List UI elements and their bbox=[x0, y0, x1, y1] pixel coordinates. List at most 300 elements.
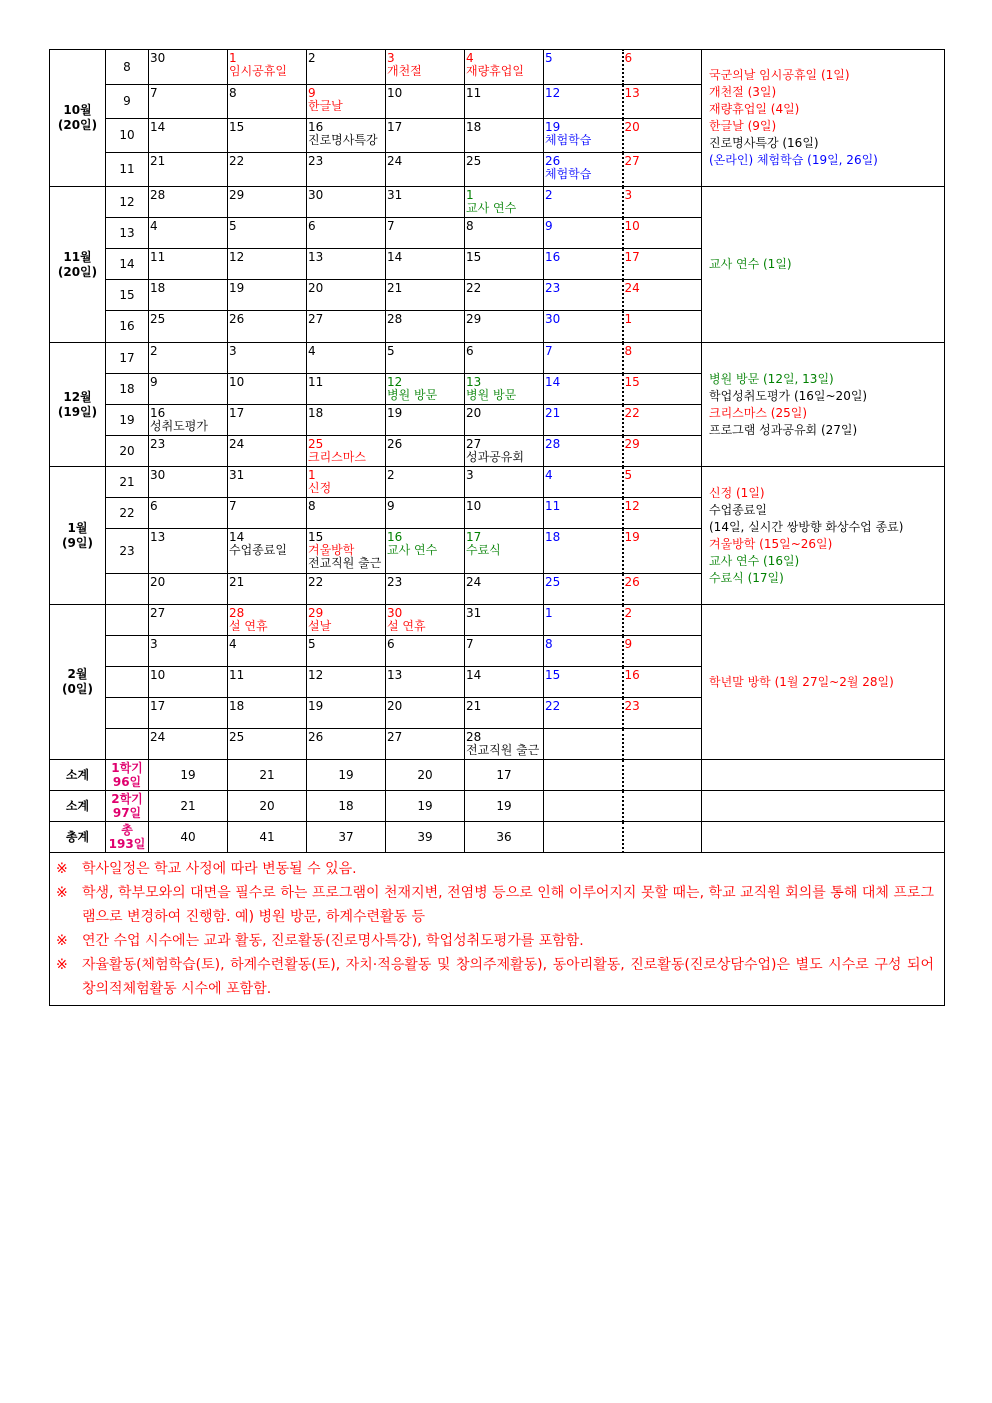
day-number: 13 bbox=[466, 375, 482, 389]
day-number: 15 bbox=[308, 530, 324, 544]
day-cell bbox=[228, 343, 307, 374]
day-number: 30 bbox=[150, 51, 166, 65]
day-cell bbox=[386, 729, 465, 760]
note-line: 병원 방문 (12일, 13일) bbox=[709, 371, 834, 386]
day-cell bbox=[544, 436, 623, 467]
day-cell bbox=[544, 187, 623, 218]
weekday-count: 19 bbox=[386, 791, 465, 822]
footnote-mark: ※ bbox=[56, 861, 68, 877]
week-number: 20 bbox=[106, 436, 149, 467]
day-number: 29 bbox=[308, 606, 324, 620]
day-cell bbox=[544, 498, 623, 529]
day-cell bbox=[149, 119, 228, 153]
day-cell bbox=[228, 249, 307, 280]
semester-name: 1학기 bbox=[111, 761, 143, 775]
note-line: 재량휴업일 (4일) bbox=[709, 102, 800, 116]
day-number: 19 bbox=[387, 406, 403, 420]
weekday-count: 17 bbox=[465, 760, 544, 791]
day-number: 10 bbox=[466, 499, 482, 513]
day-cell bbox=[149, 50, 228, 85]
day-cell bbox=[228, 374, 307, 405]
day-number: 4 bbox=[308, 344, 316, 358]
day-number: 26 bbox=[545, 154, 561, 168]
day-cell bbox=[307, 311, 386, 343]
day-cell bbox=[307, 343, 386, 374]
day-cell bbox=[386, 218, 465, 249]
day-cell bbox=[307, 574, 386, 605]
summary-row bbox=[50, 791, 945, 822]
day-cell bbox=[228, 729, 307, 760]
month-day-count: (20일) bbox=[57, 264, 98, 279]
day-number: 31 bbox=[466, 606, 482, 620]
weekday-count: 41 bbox=[228, 822, 307, 853]
month-name: 10월 bbox=[63, 103, 92, 117]
day-cell bbox=[307, 374, 386, 405]
month-notes bbox=[702, 343, 945, 467]
day-number: 26 bbox=[624, 575, 640, 589]
day-cell bbox=[149, 280, 228, 311]
day-number: 5 bbox=[624, 468, 633, 482]
day-cell bbox=[623, 374, 702, 405]
day-cell bbox=[149, 218, 228, 249]
day-cell bbox=[386, 605, 465, 636]
day-cell bbox=[623, 50, 702, 85]
semester-days bbox=[106, 791, 149, 822]
empty-cell bbox=[623, 760, 702, 791]
weekday-count: 40 bbox=[149, 822, 228, 853]
day-cell bbox=[386, 85, 465, 119]
day-number: 3 bbox=[466, 468, 474, 482]
weekday-count: 20 bbox=[228, 791, 307, 822]
day-cell bbox=[623, 436, 702, 467]
day-cell bbox=[623, 85, 702, 119]
day-cell bbox=[228, 605, 307, 636]
day-number: 12 bbox=[387, 375, 403, 389]
weekday-count: 21 bbox=[149, 791, 228, 822]
day-number: 5 bbox=[308, 637, 316, 651]
day-number: 2 bbox=[308, 51, 316, 65]
week-number: 17 bbox=[106, 343, 149, 374]
day-cell bbox=[149, 498, 228, 529]
day-number: 21 bbox=[387, 281, 403, 295]
day-number: 26 bbox=[308, 730, 324, 744]
day-cell bbox=[228, 119, 307, 153]
day-number: 22 bbox=[229, 154, 245, 168]
day-cell bbox=[228, 311, 307, 343]
day-event: 병원 방문 bbox=[387, 388, 438, 402]
day-number: 12 bbox=[545, 86, 561, 100]
day-cell bbox=[465, 153, 544, 187]
semester-days bbox=[106, 822, 149, 853]
summary-label: 총계 bbox=[50, 822, 106, 853]
empty-cell bbox=[544, 791, 623, 822]
footnotes bbox=[50, 853, 945, 1006]
academic-calendar-table bbox=[49, 49, 945, 1006]
note-line: 수료식 (17일) bbox=[709, 570, 784, 585]
note-line: 한글날 (9일) bbox=[709, 119, 777, 133]
day-cell bbox=[623, 249, 702, 280]
day-event: 수업종료일 bbox=[229, 543, 287, 557]
footnote bbox=[56, 953, 934, 1001]
day-cell bbox=[465, 529, 544, 574]
semester-total: 97일 bbox=[112, 806, 142, 820]
day-cell bbox=[465, 636, 544, 667]
day-number: 11 bbox=[308, 375, 324, 389]
day-cell bbox=[307, 636, 386, 667]
day-number: 6 bbox=[308, 219, 316, 233]
day-cell bbox=[149, 467, 228, 498]
day-number: 16 bbox=[624, 668, 640, 682]
day-number: 31 bbox=[229, 468, 245, 482]
day-number: 14 bbox=[466, 668, 482, 682]
day-cell bbox=[544, 249, 623, 280]
day-number: 18 bbox=[545, 530, 561, 544]
day-event: 크리스마스 bbox=[308, 450, 366, 464]
day-cell bbox=[386, 311, 465, 343]
day-number: 16 bbox=[308, 120, 324, 134]
day-event: 교사 연수 bbox=[466, 201, 517, 215]
week-number: 21 bbox=[106, 467, 149, 498]
day-number: 6 bbox=[150, 499, 158, 513]
day-number: 28 bbox=[150, 188, 166, 202]
day-cell bbox=[623, 187, 702, 218]
weekday-count: 39 bbox=[386, 822, 465, 853]
day-number: 8 bbox=[624, 344, 633, 358]
day-cell bbox=[228, 85, 307, 119]
footnote bbox=[56, 881, 934, 929]
month-notes bbox=[702, 467, 945, 605]
day-cell bbox=[465, 467, 544, 498]
day-cell bbox=[465, 249, 544, 280]
month-name: 11월 bbox=[63, 249, 92, 264]
day-cell bbox=[544, 529, 623, 574]
day-cell bbox=[623, 405, 702, 436]
day-number: 31 bbox=[387, 188, 403, 202]
month-name: 1월 bbox=[67, 520, 88, 535]
day-number: 1 bbox=[229, 51, 237, 65]
day-number: 19 bbox=[229, 281, 245, 295]
day-cell bbox=[228, 636, 307, 667]
day-cell bbox=[149, 249, 228, 280]
day-number: 24 bbox=[387, 154, 403, 168]
day-cell bbox=[544, 343, 623, 374]
day-cell bbox=[465, 218, 544, 249]
day-number: 19 bbox=[624, 530, 640, 544]
month-notes bbox=[702, 605, 945, 760]
day-cell bbox=[465, 498, 544, 529]
day-number: 30 bbox=[150, 468, 166, 482]
empty-cell bbox=[623, 791, 702, 822]
day-number: 29 bbox=[624, 437, 640, 451]
day-cell bbox=[149, 436, 228, 467]
day-cell bbox=[465, 343, 544, 374]
day-number: 6 bbox=[387, 637, 395, 651]
week-number: 10 bbox=[106, 119, 149, 153]
semester-total: 193일 bbox=[108, 837, 146, 851]
day-cell bbox=[386, 529, 465, 574]
day-number: 23 bbox=[545, 281, 561, 295]
day-cell bbox=[623, 636, 702, 667]
footnote-text: 학사일정은 학교 사정에 따라 변동될 수 있음. bbox=[82, 861, 357, 877]
day-number: 5 bbox=[387, 344, 395, 358]
week-row bbox=[50, 605, 945, 636]
day-number: 5 bbox=[229, 219, 237, 233]
day-number: 13 bbox=[150, 530, 166, 544]
day-event: 개천절 bbox=[387, 64, 422, 78]
day-number: 12 bbox=[308, 668, 324, 682]
day-cell bbox=[228, 218, 307, 249]
week-row bbox=[50, 50, 945, 85]
day-cell bbox=[465, 405, 544, 436]
day-number: 23 bbox=[150, 437, 166, 451]
day-number: 24 bbox=[466, 575, 482, 589]
summary-row bbox=[50, 760, 945, 791]
week-number: 15 bbox=[106, 280, 149, 311]
day-event: 병원 방문 bbox=[466, 388, 517, 402]
week-number bbox=[106, 574, 149, 605]
day-event: 설 연휴 bbox=[229, 619, 268, 633]
week-row bbox=[50, 467, 945, 498]
day-number: 6 bbox=[624, 51, 633, 65]
footnote-mark: ※ bbox=[56, 885, 68, 901]
day-number: 14 bbox=[387, 250, 403, 264]
note-line: 교사 연수 (16일) bbox=[709, 553, 800, 568]
day-cell bbox=[465, 311, 544, 343]
note-line: 교사 연수 (1일) bbox=[709, 257, 792, 271]
day-number: 15 bbox=[466, 250, 482, 264]
day-cell bbox=[623, 153, 702, 187]
day-number: 3 bbox=[624, 188, 633, 202]
day-cell bbox=[149, 343, 228, 374]
month-notes bbox=[702, 50, 945, 187]
week-number: 9 bbox=[106, 85, 149, 119]
day-number: 22 bbox=[624, 406, 640, 420]
day-number: 29 bbox=[229, 188, 245, 202]
day-number: 11 bbox=[150, 250, 166, 264]
day-number: 5 bbox=[545, 51, 553, 65]
weekday-count: 19 bbox=[149, 760, 228, 791]
day-cell bbox=[465, 280, 544, 311]
day-number: 9 bbox=[545, 219, 553, 233]
day-cell bbox=[228, 467, 307, 498]
day-event: 전교직원 출근 bbox=[308, 556, 382, 570]
day-cell bbox=[465, 119, 544, 153]
day-number: 8 bbox=[229, 86, 237, 100]
day-number: 27 bbox=[466, 437, 482, 451]
day-cell bbox=[386, 405, 465, 436]
day-cell bbox=[228, 574, 307, 605]
weekday-count: 19 bbox=[307, 760, 386, 791]
day-cell bbox=[149, 153, 228, 187]
empty-cell bbox=[544, 822, 623, 853]
week-number: 16 bbox=[106, 311, 149, 343]
day-number: 4 bbox=[150, 219, 158, 233]
day-cell bbox=[149, 667, 228, 698]
day-cell bbox=[307, 119, 386, 153]
note-line: 크리스마스 (25일) bbox=[709, 405, 807, 420]
day-cell bbox=[149, 574, 228, 605]
day-number: 3 bbox=[387, 51, 395, 65]
day-cell bbox=[623, 119, 702, 153]
day-number: 27 bbox=[624, 154, 640, 168]
day-cell bbox=[465, 50, 544, 85]
day-number: 17 bbox=[387, 120, 403, 134]
day-cell bbox=[307, 405, 386, 436]
day-cell bbox=[465, 667, 544, 698]
day-cell bbox=[623, 605, 702, 636]
day-number: 10 bbox=[387, 86, 403, 100]
day-event: 설 연휴 bbox=[387, 619, 426, 633]
weekday-count: 37 bbox=[307, 822, 386, 853]
day-number: 1 bbox=[545, 606, 553, 620]
day-cell bbox=[307, 698, 386, 729]
day-cell bbox=[386, 119, 465, 153]
summary-row bbox=[50, 822, 945, 853]
day-number: 14 bbox=[545, 375, 561, 389]
day-number: 4 bbox=[229, 637, 237, 651]
week-number: 8 bbox=[106, 50, 149, 85]
note-line: (14일, 실시간 쌍방향 화상수업 종료) bbox=[709, 519, 904, 534]
day-number: 30 bbox=[308, 188, 324, 202]
note-line: 신정 (1일) bbox=[709, 485, 765, 500]
day-cell bbox=[149, 529, 228, 574]
day-number: 11 bbox=[466, 86, 482, 100]
day-cell bbox=[228, 405, 307, 436]
day-cell bbox=[228, 153, 307, 187]
day-number: 13 bbox=[387, 668, 403, 682]
month-day-count: (20일) bbox=[57, 118, 98, 132]
month-label bbox=[50, 50, 106, 187]
day-number: 23 bbox=[624, 699, 640, 713]
day-number: 8 bbox=[466, 219, 474, 233]
day-cell bbox=[386, 574, 465, 605]
day-number: 24 bbox=[624, 281, 640, 295]
day-number: 23 bbox=[308, 154, 324, 168]
note-line: 진로명사특강 (16일) bbox=[709, 136, 819, 150]
day-number: 1 bbox=[466, 188, 474, 202]
week-row bbox=[50, 343, 945, 374]
footnote-mark: ※ bbox=[56, 933, 68, 949]
footnote-text: 연간 수업 시수에는 교과 활동, 진로활동(진로명사특강), 학업성취도평가를 포함함. bbox=[82, 933, 584, 949]
day-number: 1 bbox=[624, 312, 633, 326]
day-cell bbox=[149, 605, 228, 636]
day-number: 14 bbox=[229, 530, 245, 544]
day-cell bbox=[623, 311, 702, 343]
day-number: 22 bbox=[466, 281, 482, 295]
month-label bbox=[50, 187, 106, 343]
day-number: 22 bbox=[308, 575, 324, 589]
day-number: 25 bbox=[150, 312, 166, 326]
day-cell bbox=[149, 187, 228, 218]
day-cell bbox=[623, 667, 702, 698]
day-cell bbox=[228, 50, 307, 85]
day-number: 29 bbox=[466, 312, 482, 326]
day-cell bbox=[307, 249, 386, 280]
week-number bbox=[106, 729, 149, 760]
week-number: 11 bbox=[106, 153, 149, 187]
empty-cell bbox=[623, 822, 702, 853]
day-number: 28 bbox=[545, 437, 561, 451]
footnote bbox=[56, 857, 934, 881]
day-number: 15 bbox=[545, 668, 561, 682]
day-event: 성과공유회 bbox=[466, 450, 524, 464]
day-number: 15 bbox=[624, 375, 640, 389]
day-number: 28 bbox=[387, 312, 403, 326]
day-cell bbox=[307, 605, 386, 636]
note-line: (온라인) 체험학습 (19일, 26일) bbox=[709, 153, 878, 167]
semester-days bbox=[106, 760, 149, 791]
day-number: 3 bbox=[150, 637, 158, 651]
day-cell bbox=[386, 374, 465, 405]
day-number: 26 bbox=[387, 437, 403, 451]
day-cell bbox=[544, 667, 623, 698]
weekday-count: 18 bbox=[307, 791, 386, 822]
day-number: 7 bbox=[466, 637, 474, 651]
note-line: 수업종료일 bbox=[709, 502, 767, 517]
note-line: 국군의날 임시공휴일 (1일) bbox=[709, 68, 850, 82]
day-number: 30 bbox=[545, 312, 561, 326]
day-number: 26 bbox=[229, 312, 245, 326]
day-number: 4 bbox=[466, 51, 474, 65]
day-number: 14 bbox=[150, 120, 166, 134]
day-cell bbox=[149, 729, 228, 760]
day-number: 25 bbox=[229, 730, 245, 744]
day-cell bbox=[623, 498, 702, 529]
day-cell bbox=[386, 249, 465, 280]
day-cell bbox=[149, 85, 228, 119]
month-label bbox=[50, 343, 106, 467]
day-number: 7 bbox=[229, 499, 237, 513]
day-cell bbox=[465, 698, 544, 729]
day-event: 임시공휴일 bbox=[229, 64, 287, 78]
month-day-count: (9일) bbox=[62, 535, 93, 550]
day-number: 25 bbox=[545, 575, 561, 589]
day-number: 24 bbox=[150, 730, 166, 744]
day-number: 25 bbox=[308, 437, 324, 451]
day-number: 12 bbox=[624, 499, 640, 513]
week-number: 23 bbox=[106, 529, 149, 574]
day-number: 21 bbox=[229, 575, 245, 589]
day-number: 21 bbox=[150, 154, 166, 168]
day-number: 25 bbox=[466, 154, 482, 168]
day-cell bbox=[623, 698, 702, 729]
day-number: 8 bbox=[545, 637, 553, 651]
day-number: 28 bbox=[229, 606, 245, 620]
day-cell bbox=[544, 50, 623, 85]
day-cell bbox=[544, 218, 623, 249]
day-cell bbox=[544, 374, 623, 405]
day-number: 17 bbox=[229, 406, 245, 420]
month-label bbox=[50, 605, 106, 760]
day-number: 17 bbox=[466, 530, 482, 544]
month-notes bbox=[702, 187, 945, 343]
day-event: 체험학습 bbox=[545, 167, 592, 181]
day-number: 1 bbox=[308, 468, 316, 482]
day-cell bbox=[307, 498, 386, 529]
week-number bbox=[106, 667, 149, 698]
day-cell bbox=[465, 729, 544, 760]
day-cell bbox=[544, 467, 623, 498]
day-cell bbox=[307, 85, 386, 119]
note-line: 학년말 방학 (1월 27일~2월 28일) bbox=[709, 674, 894, 689]
day-number: 20 bbox=[308, 281, 324, 295]
day-number: 17 bbox=[150, 699, 166, 713]
day-cell bbox=[149, 405, 228, 436]
footnote-text: 학생, 학부모와의 대면을 필수로 하는 프로그램이 천재지변, 전염병 등으로 인해 이루어지지 못할 때는, 학교 교직원 회의를 통해 대체 프로그램으로 변경하여 진행함. 예) 병원 방문, 하계수련활동 등 bbox=[82, 885, 934, 925]
semester-name: 총 bbox=[121, 823, 133, 837]
day-cell bbox=[544, 85, 623, 119]
day-cell bbox=[544, 698, 623, 729]
